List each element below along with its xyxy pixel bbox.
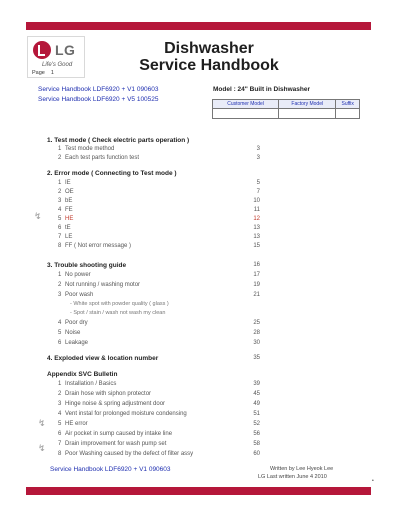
toc-page: 7 [256,189,260,195]
toc-page: 28 [253,330,260,336]
doc-title-line1: Dishwasher [164,40,254,57]
toc-page-highlighted: 12 [253,216,260,222]
col-customer-model: Customer Model [213,100,279,109]
toc-item[interactable]: 3 Poor wash [58,292,94,298]
toc-item[interactable]: 5 HE error [58,421,88,427]
toc-item[interactable]: 1 Test mode method [58,146,115,152]
corner-mark-icon: • [372,478,374,484]
toc-item[interactable]: 4 Vent instal for prolonged moisture condensing [58,411,187,417]
written-by: Written by Lee Hyeok Lee [270,466,334,472]
toc-page: 51 [253,411,260,417]
toc-page: 45 [253,391,260,397]
toc-item[interactable]: 4 FE [58,207,73,213]
toc-item[interactable]: 7 Drain improvement for wash pump set [58,441,167,447]
model-table [212,99,360,119]
cell-customer-model [213,109,279,119]
toc-page: 60 [253,451,260,457]
toc-page: 30 [253,340,260,346]
footer-handbook-link[interactable]: Service Handbook LDF6920 + V1 090603 [50,466,171,473]
toc-page: 13 [253,234,260,240]
lightning-icon: ↯ [38,418,46,428]
doc-title-line2: Service Handbook [139,57,279,74]
toc-item[interactable]: 6 Leakage [58,340,89,346]
toc-item[interactable]: 7 LE [58,234,73,240]
toc-item[interactable]: 2 Drain hose with siphon protector [58,391,152,397]
logo-brand: LG [55,42,76,58]
section-exploded-title: 4. Exploded view & location number [47,355,159,362]
toc-page: 11 [253,207,260,213]
top-bar [26,22,371,30]
section-error-mode-title: 2. Error mode ( Connecting to Test mode ) [47,170,177,177]
sub-note: - Spot / stain / wash not wash my clean [70,310,166,316]
handbook-link-v5[interactable]: Service Handbook LDF6920 + V5 100525 [38,96,159,103]
toc-page: 19 [253,282,260,288]
toc-page: 15 [253,243,260,249]
page-label: Page [32,70,45,76]
toc-item[interactable]: 6 tE [58,225,71,231]
toc-item[interactable]: 4 Poor dry [58,320,88,326]
lightning-icon: ↯ [38,443,46,453]
cell-suffix [336,109,360,119]
toc-page: 17 [253,272,260,278]
toc-item-highlighted[interactable]: 5 HE [58,216,74,222]
col-suffix: Suffix [336,100,360,109]
toc-item[interactable]: 8 FF ( Not error message ) [58,243,132,249]
sub-note: - White spot with powder quality ( glass ) [70,301,169,307]
toc-item[interactable]: 2 OE [58,189,74,195]
toc-item[interactable]: 1 Installation / Basics [58,381,117,387]
last-written: LG Last written June 4 2010 [258,474,327,480]
handbook-link-v1[interactable]: Service Handbook LDF6920 + V1 090603 [38,86,159,93]
lightning-icon: ↯ [34,211,42,221]
toc-page: 52 [253,421,260,427]
toc-page: 5 [256,180,260,186]
toc-page: 13 [253,225,260,231]
toc-item[interactable]: 6 Air pocket in sump caused by intake line [58,431,173,437]
section-test-mode-title: 1. Test mode ( Check electric parts operation ) [47,137,190,144]
toc-item[interactable]: 2 Each test parts function test [58,155,140,161]
toc-item[interactable]: 8 Poor Washing caused by the defect of filter assy [58,451,194,457]
toc-page: 35 [253,355,260,361]
toc-page: 16 [253,262,260,268]
section-appendix-title: Appendix SVC Bulletin [47,371,118,378]
model-title: Model : 24" Built in Dishwasher [213,86,310,93]
toc-page: 21 [253,292,260,298]
cell-factory-model [279,109,336,119]
page-number: 1 [50,70,54,76]
toc-page: 10 [253,198,260,204]
toc-item[interactable]: 1 No power [58,272,91,278]
col-factory-model: Factory Model [279,100,336,109]
toc-item[interactable]: 3 bE [58,198,73,204]
bottom-bar [26,487,371,495]
toc-page: 49 [253,401,260,407]
toc-item[interactable]: 5 Noise [58,330,81,336]
toc-page: 3 [256,146,260,152]
section-trouble-title: 3. Trouble shooting guide [47,262,127,269]
toc-item[interactable]: 3 Hinge noise & spring adjustment door [58,401,166,407]
toc-item[interactable]: 1 IE [58,180,71,186]
toc-item[interactable]: 2 Not running / washing motor [58,282,141,288]
toc-page: 58 [253,441,260,447]
toc-page: 25 [253,320,260,326]
toc-page: 39 [253,381,260,387]
toc-page: 3 [256,155,260,161]
toc-page: 56 [253,431,260,437]
logo-tagline: Life's Good [42,62,73,68]
